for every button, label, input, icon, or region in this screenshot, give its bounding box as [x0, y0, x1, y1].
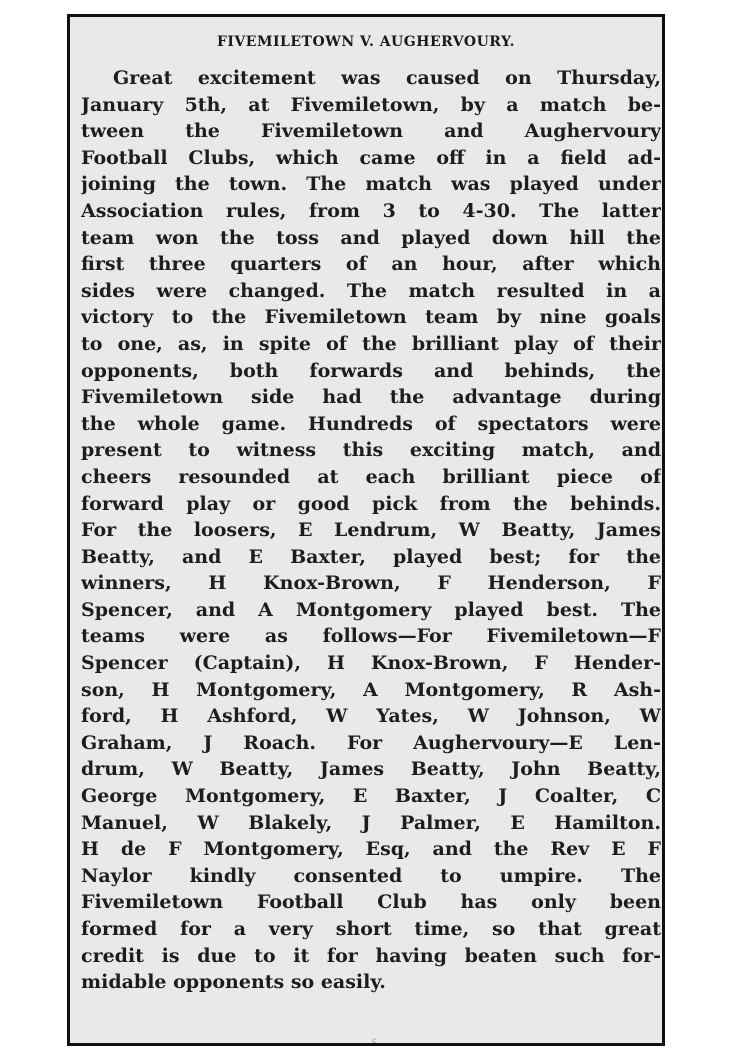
- article-line: son, H Montgomery, A Montgomery, R Ash-: [81, 678, 661, 701]
- article-line: Naylor kindly consented to umpire. The: [81, 864, 661, 887]
- article-line: Association rules, from 3 to 4-30. The latter: [81, 199, 661, 222]
- article-line: Spencer, and A Montgomery played best. The: [81, 598, 661, 621]
- article-line: Manuel, W Blakely, J Palmer, E Hamilton.: [81, 811, 661, 834]
- article-line: sides were changed. The match resulted in a: [81, 279, 661, 302]
- article-line: joining the town. The match was played under: [81, 173, 661, 196]
- article-line: Spencer (Captain), H Knox-Brown, F Hender-: [81, 652, 661, 675]
- article-line: winners, H Knox-Brown, F Henderson, F: [81, 572, 661, 595]
- article-line: Fivemiletown side had the advantage during: [81, 386, 661, 409]
- article-line: to one, as, in spite of the brilliant play of their: [81, 332, 661, 355]
- article-line: forward play or good pick from the behinds.: [81, 492, 661, 515]
- article-line: cheers resounded at each brilliant piece of: [81, 465, 661, 488]
- article-line: midable opponents so easily.: [81, 971, 386, 994]
- article-line: ford, H Ashford, W Yates, W Johnson, W: [81, 705, 661, 728]
- article-line: first three quarters of an hour, after which: [81, 253, 661, 276]
- article-line: Great excitement was caused on Thursday,: [113, 67, 661, 89]
- article-line: Graham, J Roach. For Aughervoury—E Len-: [81, 731, 661, 754]
- article-line: formed for a very short time, so that great: [81, 918, 661, 940]
- article-line: Beatty, and E Baxter, played best; for the: [81, 545, 661, 568]
- article-line: team won the toss and played down hill the: [81, 226, 661, 249]
- article-line: present to witness this exciting match, and: [81, 439, 661, 462]
- article-line: Fivemiletown Football Club has only been: [81, 891, 661, 914]
- footer-mark: c: [372, 1036, 377, 1045]
- article-headline: FIVEMILETOWN V. AUGHERVOURY.: [216, 34, 516, 50]
- newspaper-clipping: [67, 14, 665, 1046]
- article-line: opponents, both forwards and behinds, the: [81, 359, 661, 382]
- article-line: George Montgomery, E Baxter, J Coalter, C: [81, 785, 661, 808]
- article-line: credit is due to it for having beaten such for-: [81, 944, 661, 967]
- article-line: January 5th, at Fivemiletown, by a match be-: [81, 93, 661, 116]
- article-line: the whole game. Hundreds of spectators were: [81, 412, 661, 435]
- article-line: Football Clubs, which came off in a field ad-: [81, 146, 661, 169]
- article-line: victory to the Fivemiletown team by nine goals: [81, 306, 661, 329]
- article-body: [81, 65, 661, 996]
- article-line: teams were as follows—For Fivemiletown—F: [81, 625, 661, 648]
- article-line: tween the Fivemiletown and Aughervoury: [81, 120, 661, 143]
- article-line: For the loosers, E Lendrum, W Beatty, James: [81, 519, 661, 542]
- article-line: drum, W Beatty, James Beatty, John Beatty,: [81, 758, 661, 781]
- article-line: H de F Montgomery, Esq, and the Rev E F: [81, 838, 661, 861]
